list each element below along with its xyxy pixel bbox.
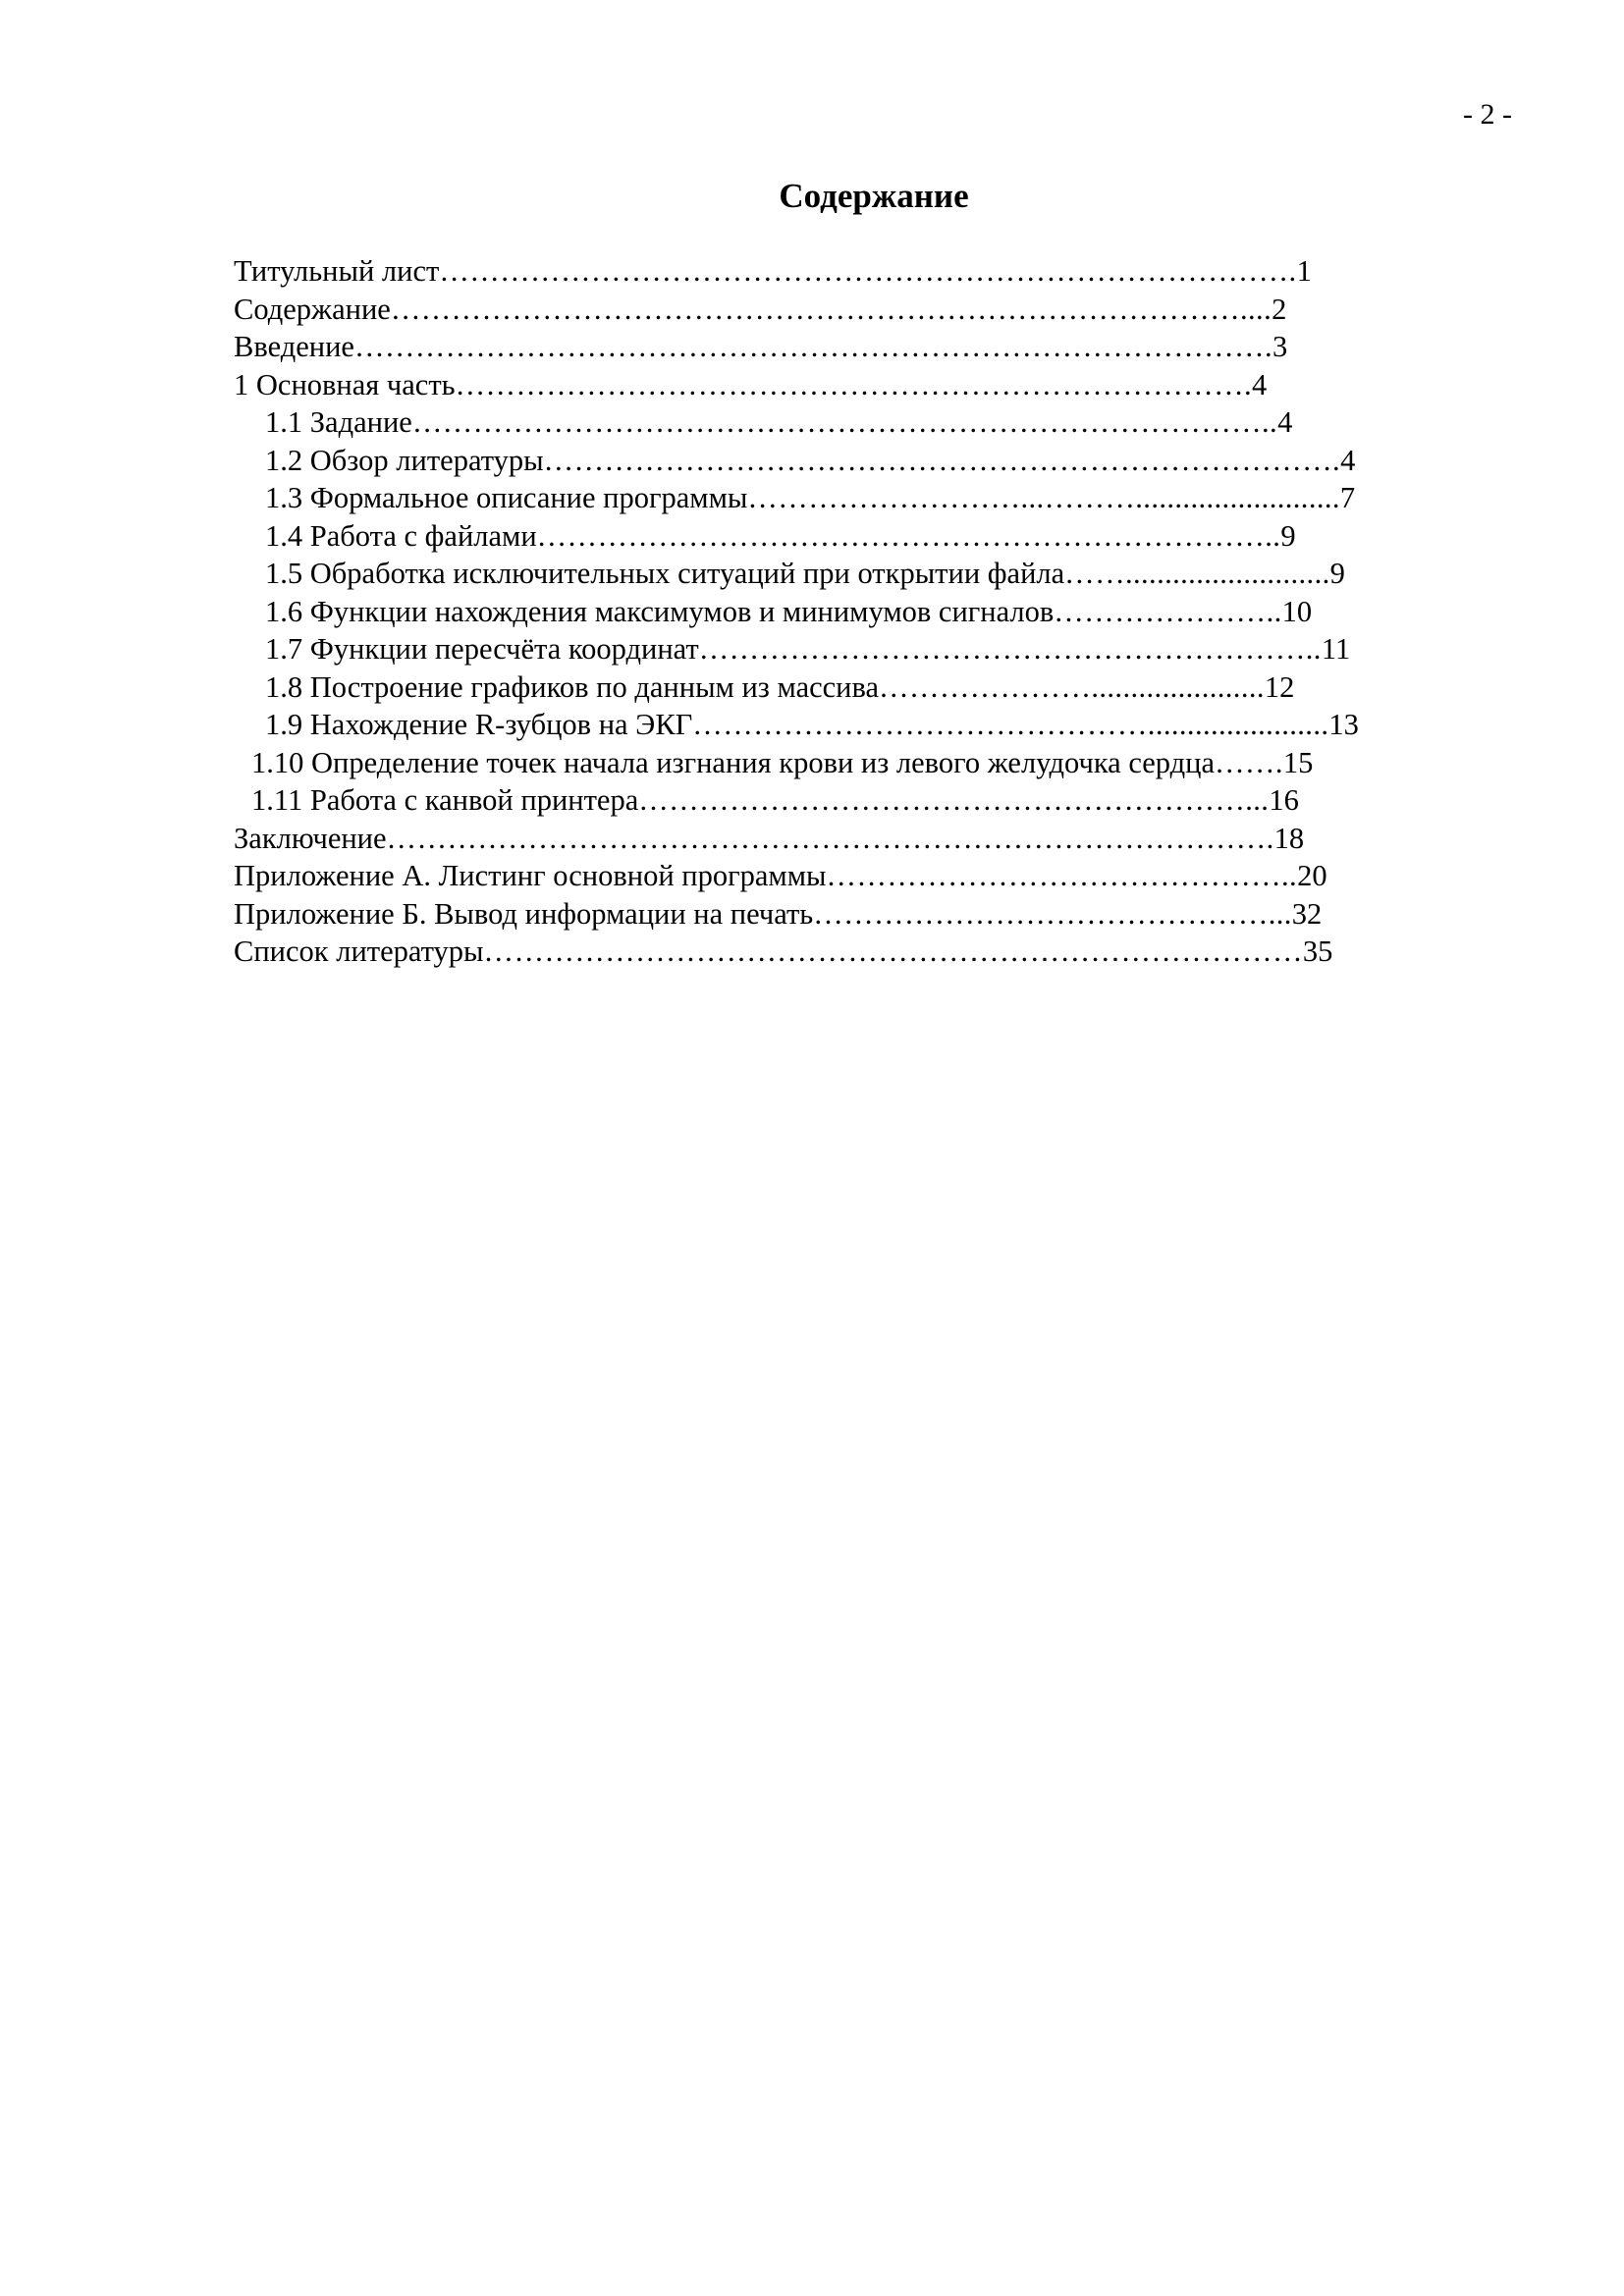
toc-leader-dots: ……..........................: [1064, 557, 1330, 590]
toc-page-number: 16: [1269, 783, 1299, 817]
table-of-contents: [234, 252, 1451, 971]
toc-leader-dots: ………………………………………………………………………: [483, 934, 1303, 968]
toc-leader-dots: ……………………………………………………...: [638, 783, 1270, 817]
toc-entry-title: 1.8 Построение графиков по данным из массива: [265, 669, 880, 704]
toc-entry-title: Содержание: [234, 292, 391, 326]
toc-entry: [234, 895, 1451, 934]
toc-leader-dots: ………………………………………………………………..: [536, 518, 1281, 553]
toc-leader-dots: …………………......................: [879, 669, 1265, 704]
toc-entry-title: Приложение А. Листинг основной программы: [234, 859, 827, 892]
toc-page-number: 35: [1302, 934, 1333, 968]
toc-entry: [234, 366, 1451, 404]
toc-page-number: 1: [1296, 254, 1312, 288]
toc-page-number: 2: [1272, 292, 1287, 326]
toc-leader-dots: …………………..: [1054, 594, 1282, 628]
toc-leader-dots: ……………………………………………………………………………….: [353, 330, 1272, 363]
page-number: - 2 -: [1463, 98, 1512, 131]
toc-page-number: 4: [1252, 367, 1268, 401]
toc-entry-title: 1.9 Нахождение R-зубцов на ЭКГ: [265, 708, 693, 741]
toc-entry-title: 1.4 Работа с файлами: [265, 518, 537, 553]
toc-page-number: 9: [1280, 518, 1296, 553]
toc-entry: [234, 555, 1451, 593]
toc-page-number: 18: [1273, 821, 1305, 855]
toc-page-number: 15: [1282, 745, 1314, 779]
toc-leader-dots: ………………………...………..........................: [747, 481, 1340, 514]
toc-leader-dots: ………………………………………………………………………….: [439, 254, 1297, 288]
toc-leader-dots: ………………………………………..: [826, 859, 1298, 892]
toc-page-number: 7: [1339, 481, 1356, 514]
toc-entry: [234, 630, 1451, 668]
toc-leader-dots: …………………………………………………………………….: [543, 443, 1341, 477]
toc-entry-title: Титульный лист: [234, 254, 440, 288]
toc-leader-dots: …………………………………………………………………………….: [386, 821, 1274, 855]
toc-page-number: 10: [1281, 594, 1313, 628]
toc-entry-title: 1.3 Формальное описание программы: [265, 481, 748, 514]
toc-entry-title: 1.7 Функции пересчёта координат: [265, 632, 699, 666]
toc-entry-title: Приложение Б. Вывод информации на печать: [234, 896, 814, 931]
toc-entry: [234, 593, 1451, 631]
toc-page-number: 9: [1329, 557, 1345, 590]
toc-entry: [234, 706, 1451, 744]
toc-entry: [234, 781, 1451, 820]
toc-page-number: 13: [1328, 708, 1359, 741]
toc-entry: [234, 328, 1451, 366]
toc-entry: [234, 442, 1451, 480]
toc-entry-title: 1.5 Обработка исключительных ситуаций при открытии файла: [265, 557, 1065, 590]
toc-entry: [234, 479, 1451, 517]
toc-entry: [234, 933, 1451, 971]
toc-page-number: 11: [1321, 632, 1351, 666]
toc-entry-title: 1.2 Обзор литературы: [265, 443, 544, 477]
toc-page-number: 12: [1264, 669, 1295, 704]
toc-leader-dots: …………………………………………………………………………..: [411, 405, 1278, 439]
toc-entry: [234, 517, 1451, 556]
toc-leader-dots: …………………………………………………………………….: [455, 367, 1253, 401]
toc-entry-title: 1.11 Работа с канвой принтера: [251, 783, 639, 817]
toc-leader-dots: ………………………………………...: [813, 896, 1292, 931]
toc-page-number: 4: [1340, 443, 1356, 477]
toc-entry-title: 1.1 Задание: [265, 405, 412, 439]
toc-entry: [234, 857, 1451, 895]
toc-leader-dots: ……………………………………….......................: [692, 708, 1329, 741]
toc-entry: [234, 668, 1451, 707]
toc-leader-dots: ……………………………………………………..: [698, 632, 1322, 666]
toc-entry-title: Заключение: [234, 821, 387, 855]
toc-leader-dots: …….: [1215, 745, 1283, 779]
toc-page-number: 3: [1272, 330, 1288, 363]
toc-entry-title: 1.10 Определение точек начала изгнания крови из левого желудочка сердца: [251, 745, 1216, 779]
toc-entry: [234, 403, 1451, 442]
toc-entry: [234, 291, 1451, 329]
toc-page-number: 4: [1277, 405, 1293, 439]
toc-entry: [234, 744, 1451, 782]
toc-entry-title: Список литературы: [234, 934, 484, 968]
toc-page-number: 32: [1291, 896, 1323, 931]
toc-page-number: 20: [1297, 859, 1327, 892]
toc-entry-title: 1 Основная часть: [234, 367, 456, 401]
toc-entry-title: 1.6 Функции нахождения максимумов и минимумов сигналов: [265, 594, 1055, 628]
toc-entry: [234, 820, 1451, 858]
toc-entry: [234, 252, 1451, 291]
toc-entry-title: Введение: [234, 330, 354, 363]
toc-leader-dots: …………………………………………………………………………....: [390, 292, 1272, 326]
page-title: Содержание: [779, 177, 969, 215]
